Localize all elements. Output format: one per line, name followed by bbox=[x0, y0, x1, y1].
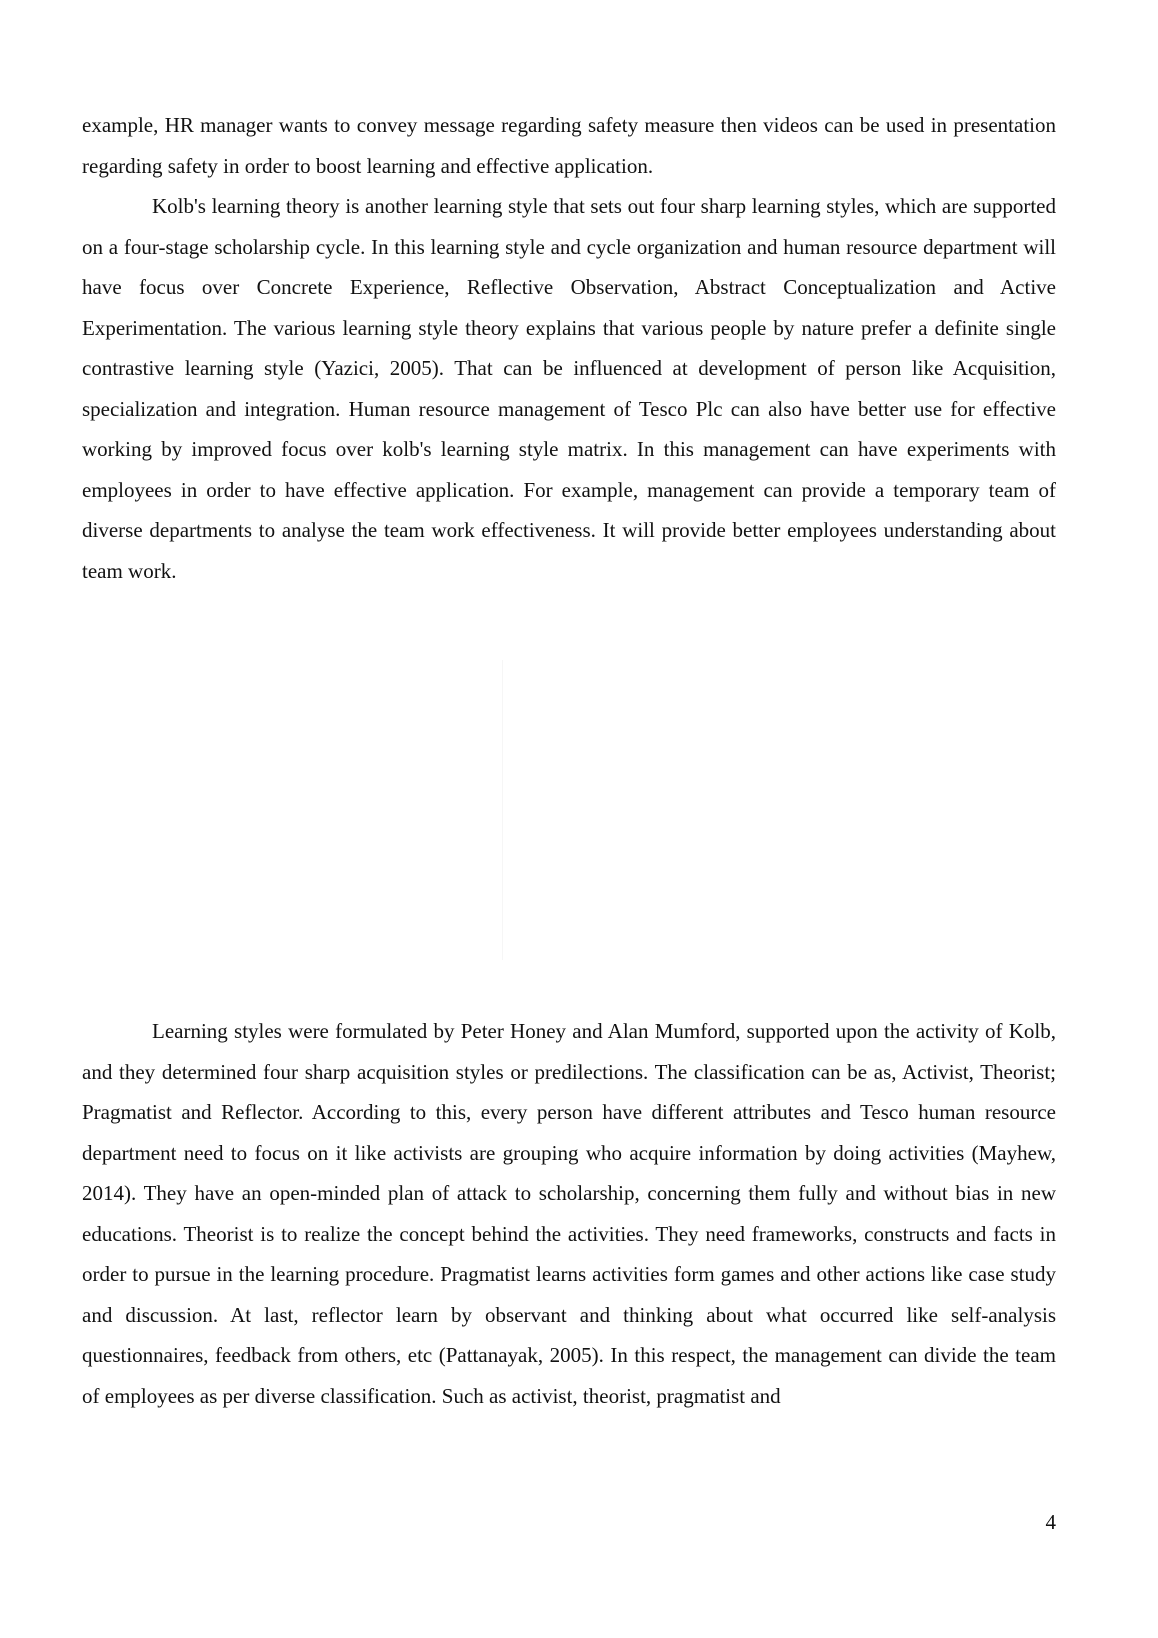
paragraph-honey-mumford: Learning styles were formulated by Peter Honey and Alan Mumford, supported upon the activity of Kolb, and they determined four sharp acquisition styles or predilections. The classification can be as, Activist, Theorist; Pragmatist and Reflector. According to this, every person have different attributes and Tesco human resource department need to focus on it like activists are grouping who acquire information by doing activities (Mayhew, 2014). They have an open-minded plan of attack to scholarship, concerning them fully and without bias in new educations. Theorist is to realize the concept behind the activities. They need frameworks, constructs and facts in order to pursue in the learning procedure. Pragmatist learns activities form games and other actions like case study and discussion. At last, reflector learn by observant and thinking about what occurred like self-analysis questionnaires, feedback from others, etc (Pattanayak, 2005). In this respect, the management can divide the team of employees as per diverse classification. Such as activist, theorist, pragmatist and bbox=[82, 1019, 1056, 1408]
figure-placeholder-line bbox=[502, 660, 503, 960]
blank-figure-area bbox=[82, 660, 1056, 960]
text-section-top bbox=[82, 105, 1056, 591]
text-section-bottom bbox=[82, 1011, 1056, 1416]
page-number: 4 bbox=[1045, 1510, 1056, 1534]
paragraph-kolb-theory: Kolb's learning theory is another learning style that sets out four sharp learning styles, which are supported on a four-stage scholarship cycle. In this learning style and cycle organization and human resource department will have focus over Concrete Experience, Reflective Observation, Abstract Conceptualization and Active Experimentation. The various learning style theory explains that various people by nature prefer a definite single contrastive learning style (Yazici, 2005). That can be influenced at development of person like Acquisition, specialization and integration. Human resource management of Tesco Plc can also have better use for effective working by improved focus over kolb's learning style matrix. In this management can have experiments with employees in order to have effective application. For example, management can provide a temporary team of diverse departments to analyse the team work effectiveness. It will provide better employees understanding about team work. bbox=[82, 194, 1056, 583]
paragraph-continuation: example, HR manager wants to convey message regarding safety measure then videos can be used in presentation regarding safety in order to boost learning and effective application. bbox=[82, 113, 1056, 178]
